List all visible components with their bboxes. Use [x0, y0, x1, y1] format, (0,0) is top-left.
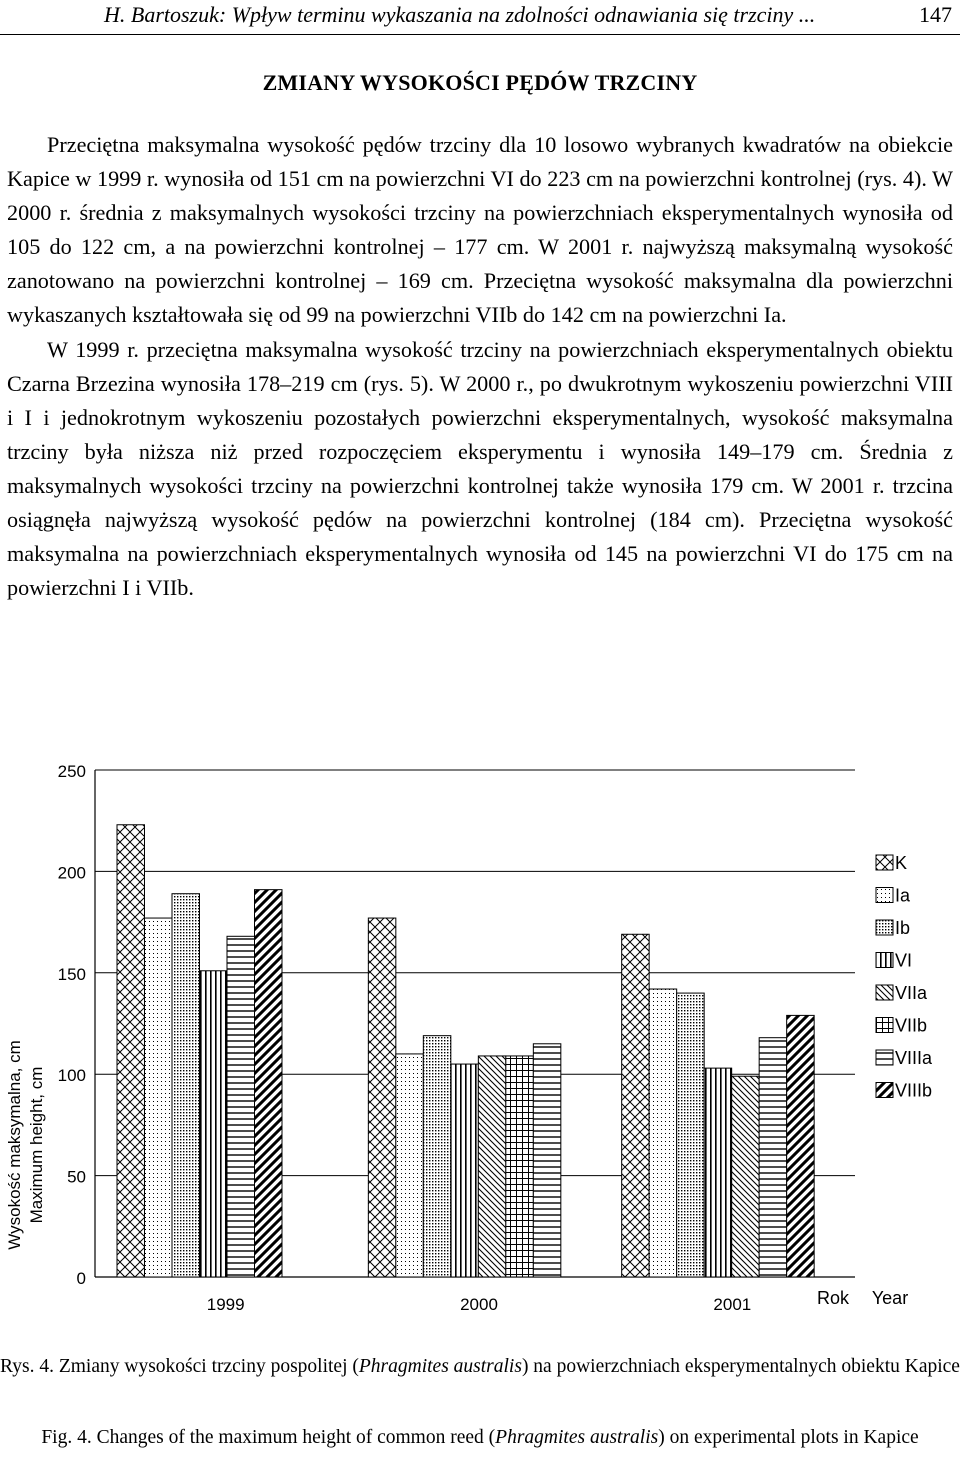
- y-axis-label: Wysokość maksymalna, cm: [5, 1040, 24, 1250]
- bar-VIIIb-2001: [787, 1015, 815, 1277]
- bar-VI-2001: [704, 1068, 732, 1277]
- y-tick-label: 0: [76, 1269, 86, 1288]
- y-tick-label: 200: [57, 863, 86, 883]
- bar-K-1999: [117, 825, 145, 1277]
- paragraph-1: Przeciętna maksymalna wysokość pędów trzciny dla 10 losowo wybranych kwadratów na obiekcie Kapice w 1999 r. wynosiła od 151 cm na powierzchni VI do 223 cm na powierzchni kontrolnej (rys. 4). W 2000 r. średnia z maksymalnych wysokości trzciny na powierzchniach eksperymentalnych wynosiła od 105 do 122 cm, a na powierzchni kontrolnej – 177 cm. W 2001 r. najwyższą maksymalną wysokość zanotowano na powierzchni kontrolnej – 169 cm. Przeciętna wysokość maksymalna dla powierzchni wykaszanych kształtowała się od 99 na powierzchni VIIb do 142 cm na powierzchni Ia.: [7, 132, 953, 328]
- legend-swatch: [876, 953, 893, 968]
- legend-label: Ib: [895, 918, 911, 938]
- bar-VIIa-2000: [478, 1056, 506, 1277]
- y-tick-label: 250: [57, 762, 86, 781]
- caption-pl-species: Phragmites australis: [358, 1356, 522, 1377]
- legend-swatch: [876, 888, 893, 903]
- bar-Ia-2000: [396, 1054, 424, 1277]
- legend-swatch: [876, 1083, 893, 1098]
- legend-swatch: [876, 1050, 893, 1065]
- caption-pl-prefix: Rys. 4. Zmiany wysokości trzciny pospolitej (: [0, 1356, 359, 1377]
- figure-caption-pl: [0, 1353, 960, 1380]
- x-tick-label: 1999: [206, 1295, 245, 1314]
- legend-label: VIIb: [895, 1015, 928, 1036]
- x-axis-label: Rok: [816, 1288, 850, 1308]
- legend-swatch: [876, 985, 893, 1000]
- legend-swatch: [876, 855, 893, 870]
- caption-en-species: Phragmites australis: [495, 1427, 659, 1448]
- bar-Ib-2001: [677, 993, 705, 1277]
- paragraph-2: W 1999 r. przeciętna maksymalna wysokość trzciny na powierzchniach eksperymentalnych obiektu Czarna Brzezina wynosiła 178–219 cm (rys. 5). W 2000 r., po dwukrotnym wykoszeniu powierzchni VIII i I i jednokrotnym wykoszeniu pozostałych powierzchni eksperymentalnych, wysokość maksymalna trzciny była niższa niż przed rozpoczęciem eksperymentu i wynosiła 149–179 cm. Średnia z maksymalnych wysokości trzciny na powierzchni kontrolnej także wynosiła 179 cm. W 2001 r. trzcina osiągnęła najwyższą wysokość pędów na powierzchni kontrolnej (184 cm). Przeciętna wysokość maksymalna na powierzchniach eksperymentalnych wynosiła od 145 na powierzchni VI do 175 cm na powierzchni I i VIIb.: [7, 336, 953, 601]
- y-tick-label: 100: [57, 1066, 86, 1086]
- legend-label: VIIIa: [895, 1048, 933, 1068]
- bar-chart: [0, 752, 960, 1332]
- bar-VIIb-2000: [506, 1056, 534, 1277]
- bar-Ia-2001: [649, 989, 677, 1277]
- section-heading: ZMIANY WYSOKOŚCI PĘDÓW TRZCINY: [262, 70, 698, 95]
- caption-en-prefix: Fig. 4. Changes of the maximum height of common reed (: [41, 1427, 496, 1448]
- bar-Ib-1999: [172, 894, 200, 1277]
- legend: [876, 853, 933, 1101]
- legend-label: Ia: [895, 885, 911, 906]
- body-text: [7, 128, 953, 605]
- legend-label: VIIIb: [895, 1080, 933, 1101]
- bar-VIIIa-2000: [533, 1044, 561, 1277]
- caption-en-suffix: ) on experimental plots in Kapice: [658, 1427, 919, 1448]
- bar-VIIIa-1999: [227, 936, 255, 1277]
- x-tick-label: 2001: [713, 1295, 752, 1314]
- caption-pl-suffix: ) na powierzchniach eksperymentalnych obiektu Kapice: [521, 1356, 960, 1377]
- figure-caption-en: [0, 1424, 960, 1451]
- bar-K-2000: [368, 918, 396, 1277]
- legend-label: K: [895, 853, 908, 873]
- y-axis-label-en: Maximum height, cm: [27, 1066, 46, 1224]
- figure-chart: [0, 752, 960, 1332]
- legend-swatch: [876, 1018, 893, 1033]
- bar-VIIIb-1999: [255, 890, 283, 1277]
- bar-K-2001: [622, 934, 650, 1277]
- y-tick-label: 150: [57, 964, 86, 984]
- bar-VIIIa-2001: [759, 1038, 787, 1277]
- bar-VIIa-2001: [732, 1076, 760, 1277]
- bar-Ia-1999: [145, 918, 173, 1277]
- legend-label: VI: [895, 950, 913, 971]
- bar-VI-1999: [200, 971, 228, 1277]
- x-axis-label-en: Year: [871, 1288, 909, 1308]
- x-tick-label: 2000: [460, 1295, 498, 1314]
- y-tick-label: 50: [67, 1167, 86, 1187]
- bar-Ib-2000: [423, 1036, 451, 1277]
- bar-VI-2000: [451, 1064, 479, 1277]
- bars: [117, 825, 814, 1277]
- running-head: [0, 0, 960, 35]
- page-number: 147: [919, 2, 952, 27]
- legend-swatch: [876, 920, 893, 935]
- running-head-title: H. Bartoszuk: Wpływ terminu wykaszania na zdolności odnawiania się trzciny ...: [104, 2, 816, 27]
- legend-label: VIIa: [895, 983, 928, 1003]
